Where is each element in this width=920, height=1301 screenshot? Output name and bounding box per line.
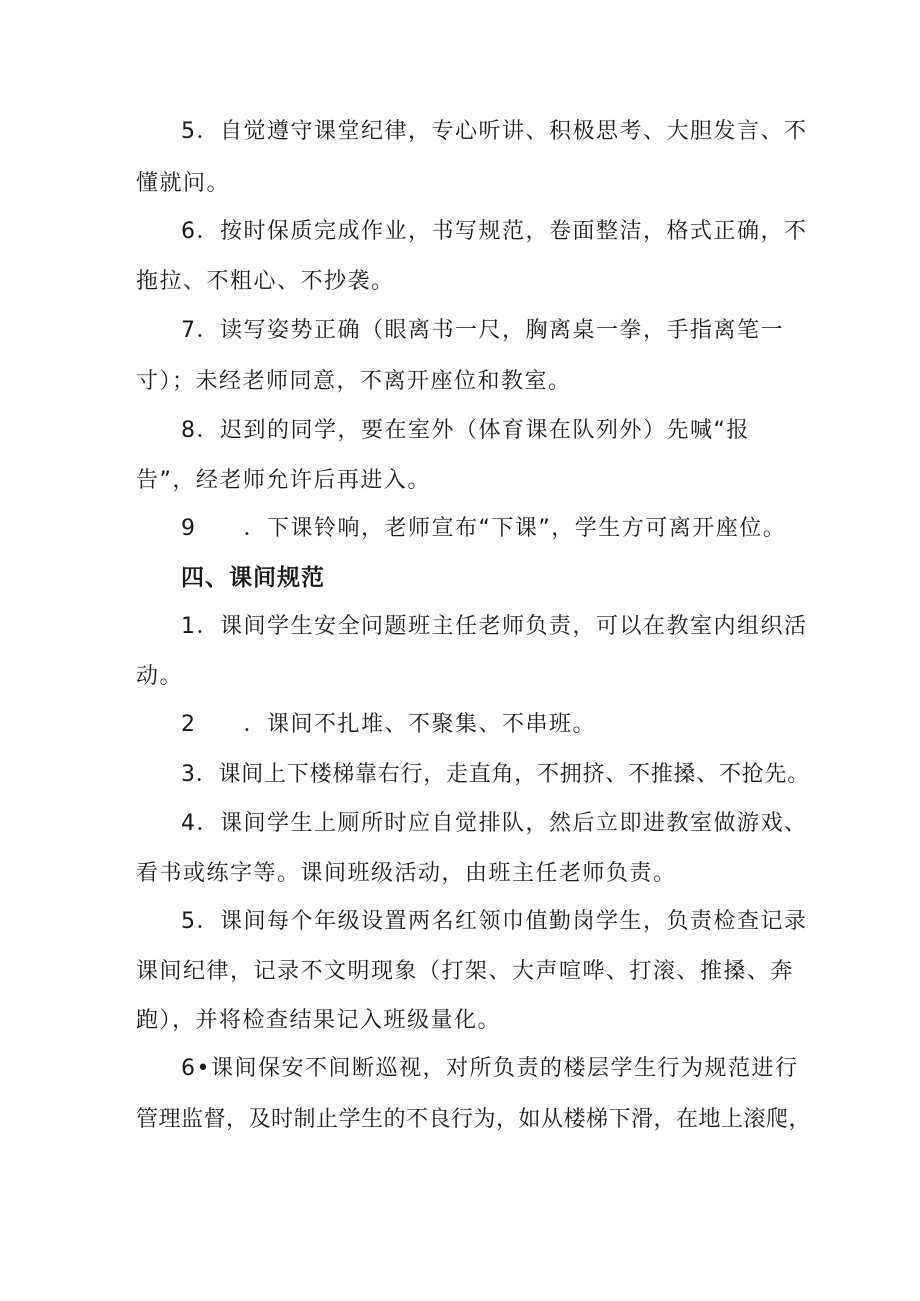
paragraph-line: 2 ．课间不扎堆、不聚集、不串班。 [181,712,596,737]
paragraph-line: 1．课间学生安全问题班主任老师负责，可以在教室内组织活 [181,614,808,639]
paragraph-line: 8．迟到的同学，要在室外（体育课在队列外）先喊“报 [181,418,750,443]
paragraph-line: 3．课间上下楼梯靠右行，走直角，不拥挤、不推搡、不抢先。 [181,762,810,787]
paragraph-line: 拖拉、不粗心、不抄袭。 [136,269,395,294]
paragraph-line: 懂就问。 [136,171,231,196]
paragraph-line: 寸）；未经老师同意，不离开座位和教室。 [136,369,572,394]
paragraph-line: 7．读写姿势正确（眼离书一尺，胸离桌一拳，手指离笔一 [181,318,784,343]
paragraph-line: 管理监督，及时制止学生的不良行为，如从楼梯下滑，在地上滚爬， [136,1107,812,1132]
paragraph-line: 9 ．下课铃响，老师宣布“下课”，学生方可离开座位。 [181,516,787,541]
paragraph-line: 看书或练字等。课间班级活动，由班主任老师负责。 [136,861,677,886]
paragraph-line: 5．课间每个年级设置两名红领巾值勤岗学生，负责检查记录 [181,909,808,934]
section-heading: 四、课间规范 [181,565,325,591]
paragraph-line: 课间纪律，记录不文明现象（打架、大声喧哗、打滚、推搡、奔 [136,959,795,984]
paragraph-line: 5．自觉遵守课堂纪律，专心听讲、积极思考、大胆发言、不 [181,119,808,144]
paragraph-line: 6•课间保安不间断巡视，对所负责的楼层学生行为规范进行 [181,1056,799,1081]
paragraph-line: 6．按时保质完成作业，书写规范，卷面整洁，格式正确，不 [181,219,808,244]
paragraph-line: 4．课间学生上厕所时应自觉排队，然后立即进教室做游戏、 [181,811,808,836]
paragraph-line: 跑），并将检查结果记入班级量化。 [136,1008,502,1033]
paragraph-line: 动。 [136,664,184,689]
paragraph-line: 告”，经老师允许后再进入。 [136,468,431,493]
